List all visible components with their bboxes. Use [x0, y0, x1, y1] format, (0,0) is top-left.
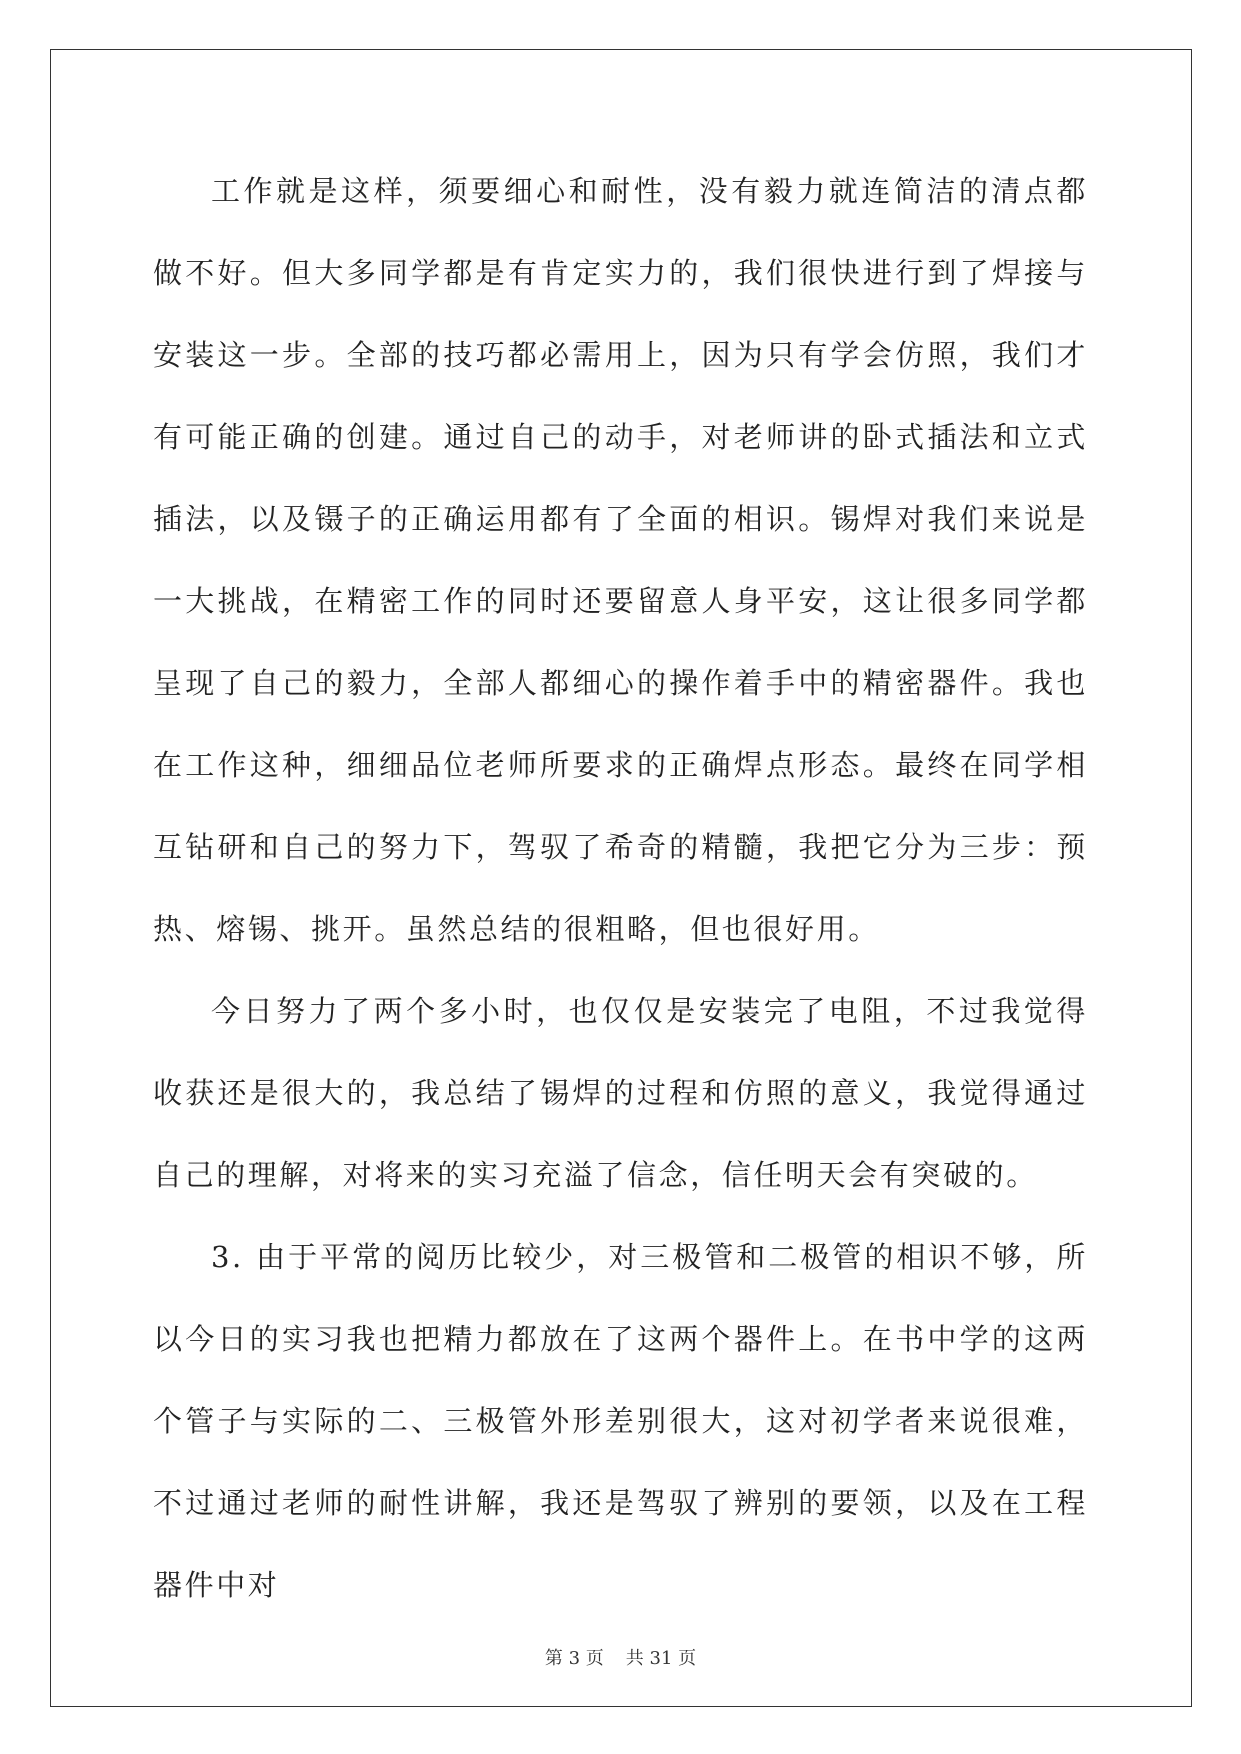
paragraph-1: 工作就是这样，须要细心和耐性，没有毅力就连简洁的清点都做不好。但大多同学都是有肯定实力的，我们很快进行到了焊接与安装这一步。全部的技巧都必需用上，因为只有学会仿照，我们才有可能正确的创建。通过自己的动手，对老师讲的卧式插法和立式插法，以及镊子的正确运用都有了全面的相识。锡焊对我们来说是一大挑战，在精密工作的同时还要留意人身平安，这让很多同学都呈现了自己的毅力，全部人都细心的操作着手中的精密器件。我也在工作这种，细细品位老师所要求的正确焊点形态。最终在同学相互钻研和自己的努力下，驾驭了希奇的精髓，我把它分为三步：预热、熔锡、挑开。虽然总结的很粗略，但也很好用。: [153, 174, 1088, 946]
page-total: 共 31 页: [625, 1648, 697, 1669]
page-number: 第 3 页: [544, 1648, 604, 1669]
document-body: [153, 150, 1088, 1626]
paragraph-3: 3. 由于平常的阅历比较少，对三极管和二极管的相识不够，所以今日的实习我也把精力都放在了这两个器件上。在书中学的这两个管子与实际的二、三极管外形差别很大，这对初学者来说很难，不过通过老师的耐性讲解，我还是驾驭了辨别的要领，以及在工程器件中对: [153, 1240, 1088, 1602]
paragraph-2: 今日努力了两个多小时，也仅仅是安装完了电阻，不过我觉得收获还是很大的，我总结了锡焊的过程和仿照的意义，我觉得通过自己的理解，对将来的实习充溢了信念，信任明天会有突破的。: [153, 994, 1088, 1192]
page-footer: [0, 1644, 1241, 1670]
